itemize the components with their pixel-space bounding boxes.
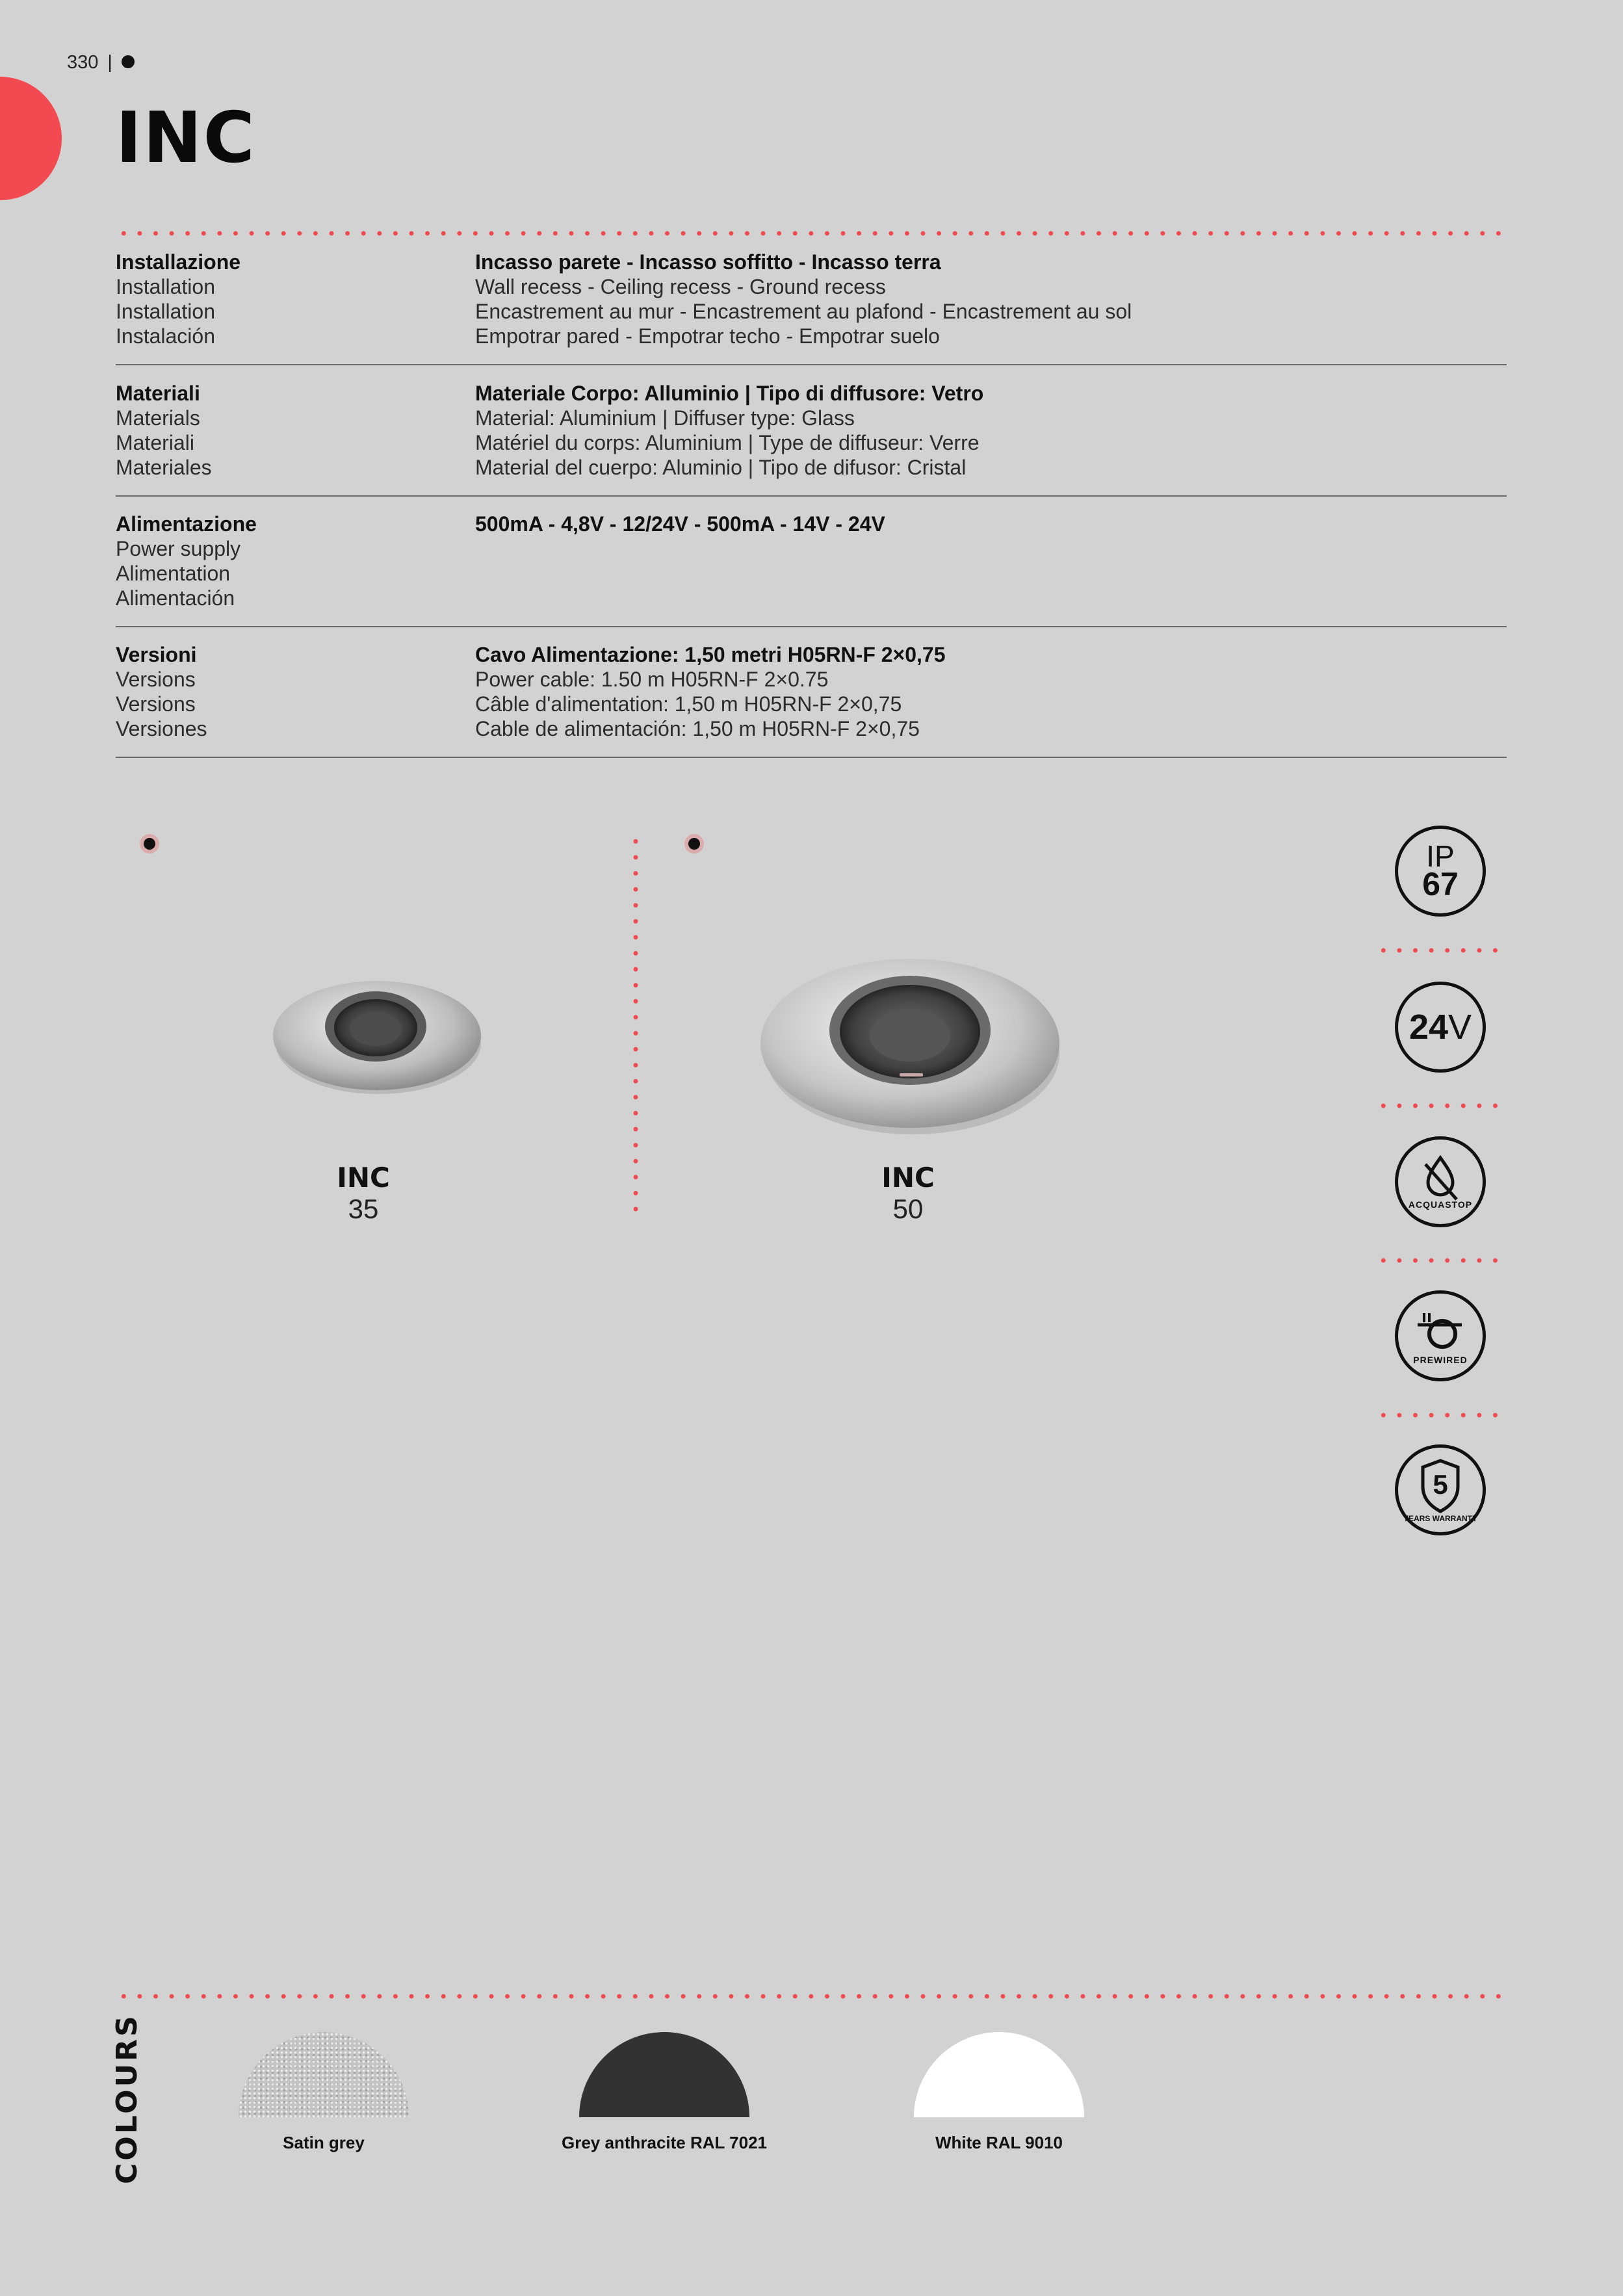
colours-heading: COLOURS — [110, 2013, 144, 2184]
spec-value: Matériel du corps: Aluminium | Type de diffuseur: Verre — [475, 431, 980, 454]
product-image-inc-50 — [754, 939, 1066, 1147]
dotted-divider-badges — [1375, 948, 1505, 953]
spec-label: Materiali — [116, 382, 200, 405]
prewired-badge-icon — [1395, 1290, 1486, 1381]
page-number-separator: | — [107, 52, 112, 73]
spec-label: Alimentazione — [116, 512, 257, 536]
spec-label: Installation — [116, 300, 215, 323]
colour-label: Grey anthracite RAL 7021 — [562, 2133, 767, 2152]
spec-row-materials — [116, 381, 1507, 497]
spec-label: Installation — [116, 275, 215, 298]
colour-label: White RAL 9010 — [935, 2133, 1063, 2152]
product-number: 35 — [348, 1194, 379, 1224]
warranty-label: YEARS WARRANTY — [1403, 1514, 1477, 1523]
product-name: INC — [337, 1162, 390, 1194]
spec-row-installation — [116, 250, 1507, 365]
spec-label: Materials — [116, 406, 200, 430]
prewired-label: PREWIRED — [1413, 1355, 1468, 1365]
spec-value: Material del cuerpo: Aluminio | Tipo de difusor: Cristal — [475, 456, 967, 479]
warranty-badge-icon — [1395, 1444, 1486, 1535]
cable-icon — [1398, 1294, 1483, 1378]
voltage-24v-badge-icon — [1395, 982, 1486, 1073]
spec-value: Power cable: 1.50 m H05RN-F 2×0.75 — [475, 668, 829, 691]
spec-label: Installazione — [116, 250, 241, 274]
product-marker-dot — [144, 838, 155, 850]
dotted-divider-badges — [1375, 1413, 1505, 1418]
dotted-divider-badges — [1375, 1258, 1505, 1263]
page-dot-icon — [122, 55, 135, 68]
spec-value: Incasso parete - Incasso soffitto - Incasso terra — [475, 250, 941, 274]
colour-swatch-grey-anthracite — [579, 2032, 749, 2117]
page-number — [67, 52, 135, 73]
spec-row-versions — [116, 642, 1507, 758]
spec-value: Material: Aluminium | Diffuser type: Glass — [475, 406, 855, 430]
product-image-inc-35 — [266, 959, 487, 1102]
page-title: INC — [116, 98, 256, 179]
spec-value: Empotrar pared - Empotrar techo - Empotrar suelo — [475, 324, 940, 348]
spec-value: Materiale Corpo: Alluminio | Tipo di diffusore: Vetro — [475, 382, 984, 405]
product-name: INC — [881, 1162, 935, 1194]
spec-label: Versiones — [116, 717, 207, 740]
colour-swatch-satin-grey — [239, 2032, 409, 2117]
voltage-number: 24 — [1409, 1008, 1449, 1047]
page-number-value: 330 — [67, 52, 99, 73]
spec-value: Encastrement au mur - Encastrement au plafond - Encastrement au sol — [475, 300, 1132, 323]
spec-value: Wall recess - Ceiling recess - Ground recess — [475, 275, 886, 298]
spec-label: Versions — [116, 692, 196, 716]
ip-label: IP — [1426, 839, 1455, 873]
dotted-divider-colours — [116, 1994, 1507, 1999]
spec-value: Cavo Alimentazione: 1,50 metri H05RN-F 2×0,75 — [475, 643, 946, 666]
ip67-badge-icon — [1395, 826, 1486, 917]
spec-value: Câble d'alimentation: 1,50 m H05RN-F 2×0,75 — [475, 692, 902, 716]
dotted-divider-badges — [1375, 1103, 1505, 1108]
spec-label: Power supply — [116, 537, 241, 560]
spec-label: Alimentación — [116, 586, 235, 610]
spec-label: Instalación — [116, 324, 215, 348]
product-marker-dot — [688, 838, 700, 850]
warranty-number: 5 — [1433, 1469, 1448, 1500]
ip-rating: 67 — [1422, 866, 1459, 902]
dotted-divider-top — [116, 231, 1507, 236]
spec-label: Materiales — [116, 456, 212, 479]
spec-label: Materiali — [116, 431, 194, 454]
spec-label: Alimentation — [116, 562, 231, 585]
spec-value: Cable de alimentación: 1,50 m H05RN-F 2×0,75 — [475, 717, 920, 740]
dotted-divider-products — [633, 833, 638, 1220]
spec-label: Versioni — [116, 643, 197, 666]
spec-row-power-supply — [116, 512, 1507, 627]
colour-label: Satin grey — [283, 2133, 365, 2152]
water-drop-icon — [1398, 1140, 1483, 1224]
red-circle-decoration — [0, 77, 62, 200]
acquastop-label: ACQUASTOP — [1408, 1199, 1473, 1210]
voltage-unit: V — [1448, 1008, 1472, 1047]
spec-value: 500mA - 4,8V - 12/24V - 500mA - 14V - 24V — [475, 512, 885, 536]
product-number: 50 — [892, 1194, 924, 1224]
spec-label: Versions — [116, 668, 196, 691]
acquastop-badge-icon — [1395, 1136, 1486, 1227]
colour-swatch-white — [914, 2032, 1084, 2117]
